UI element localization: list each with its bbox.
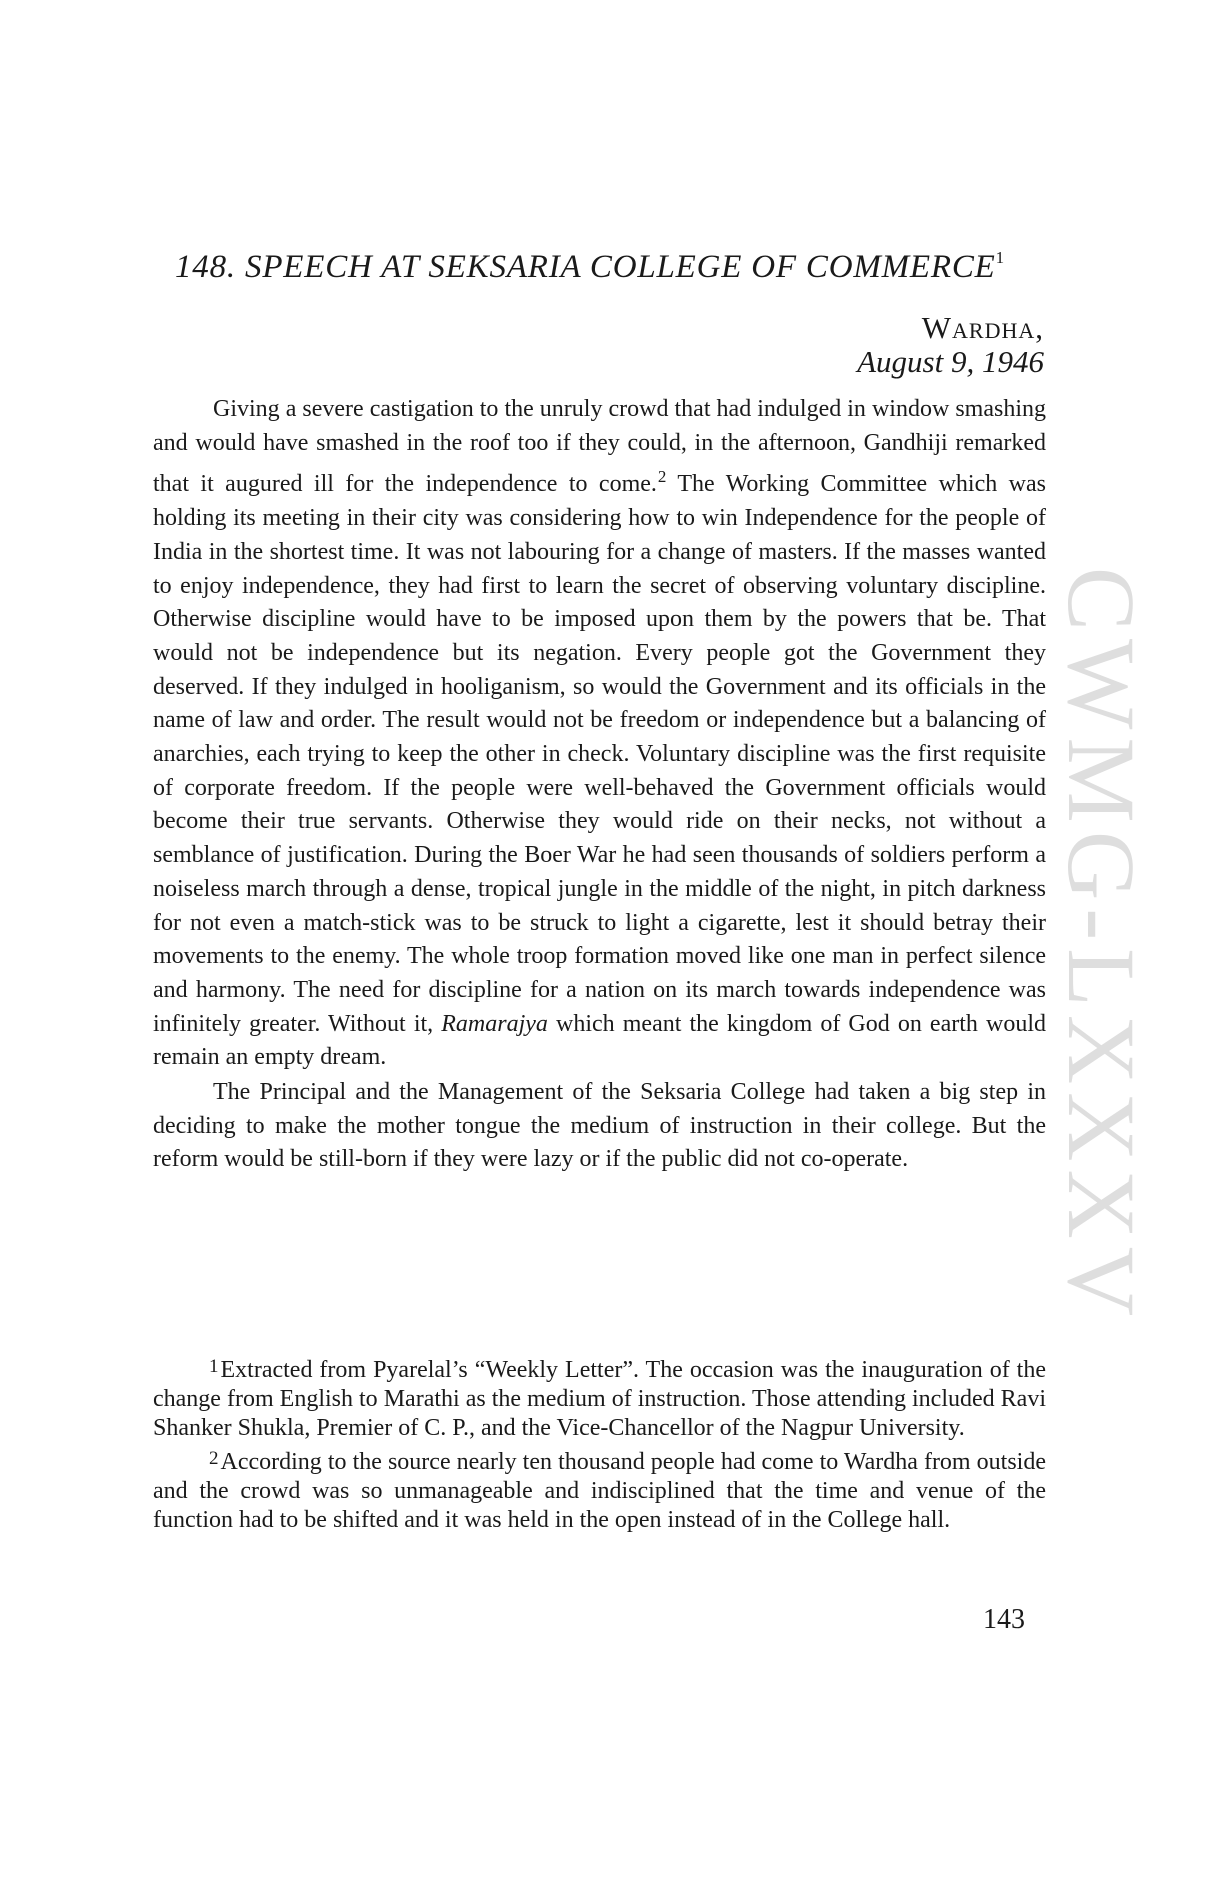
body-paragraph-2: The Principal and the Management of the Seksaria College had taken a big step in deciding to make the mother tongue the medium of instruction in their college. But the reform would be still-born if they were lazy or if the public did not co-operate.	[153, 1079, 1046, 1173]
footnote-2-text: According to the source nearly ten thousand people had come to Wardha from outside and the crowd was so unmanageable and indisciplined that the time and venue of the function had to be shifted and it was held in the open instead of in the College hall.	[153, 1448, 1046, 1534]
body-p1-part1: Giving a severe castigation to the unruly crowd that had indulged in window smashing and would have smashed in the roof too if they could, in the afternoon, Gandhiji remarked that it augured ill for the independence to come.	[153, 396, 1046, 498]
page-number: 143	[983, 1604, 1025, 1635]
footnote-1-text: Extracted from Pyarelal’s “Weekly Letter”. The occasion was the inauguration of the change from English to Marathi as the medium of instruction. Those attending included Ravi Shanker Shukla, Premier of C. P., and the Vice-Chancellor of the Nagpur University.	[153, 1357, 1046, 1442]
body-p1-part2: The Working Committee which was holding its meeting in their city was considering how to win Independence for the people of India in the shortest time. It was not labouring for a change of masters. If the masses wanted to enjoy independence, they had first to learn the secret of observing voluntary discipline. Otherwise discipline would have to be imposed upon them by the powers that be. That would not be independence but its negation. Every people got the Government they deserved. If they indulged in hooliganism, so would the Government and its officials in the name of law and order. The result would not be freedom or independence but a balancing of anarchies, each trying to keep the other in check. Voluntary discipline was the first requisite of corporate freedom. If the people were well-behaved the Government officials would become their true servants. Otherwise they would ride on their necks, not without a semblance of justification. During the Boer War he had seen thousands of soldiers perform a noiseless march through a dense, tropical jungle in the middle of the night, in pitch darkness for not even a match-stick was to be struck to light a cigarette, lest it should betray their movements to the enemy. The whole troop formation moved like one man in perfect silence and harmony. The need for discipline for a nation on its march towards independence was infinitely greater. Without it,	[153, 471, 1046, 1037]
body-p1-part3: which meant the kingdom of God on earth would remain an empty dream.	[153, 1010, 1046, 1071]
body-p1-italic-term: Ramarajya	[441, 1010, 548, 1037]
dateline-date: August 9, 1946	[857, 344, 1044, 379]
speech-body	[153, 393, 1046, 1177]
body-paragraph-1	[153, 393, 1046, 1075]
footnotes	[153, 1352, 1046, 1535]
footnote-2-mark: 2	[209, 1447, 219, 1469]
heading-footnote-ref: 1	[995, 248, 1005, 267]
dateline-place: Wardha,	[921, 310, 1044, 345]
heading-number: 148.	[175, 249, 236, 285]
body-footnote-ref-2: 2	[657, 467, 667, 487]
footnote-2	[153, 1444, 1046, 1536]
speech-heading	[175, 248, 1075, 286]
heading-title: SPEECH AT SEKSARIA COLLEGE OF COMMERCE	[245, 249, 996, 285]
watermark-text: CWMG-LXXXV	[1048, 566, 1156, 1324]
watermark	[1048, 380, 1156, 1510]
footnote-1-mark: 1	[209, 1356, 219, 1377]
footnote-1	[153, 1352, 1046, 1444]
